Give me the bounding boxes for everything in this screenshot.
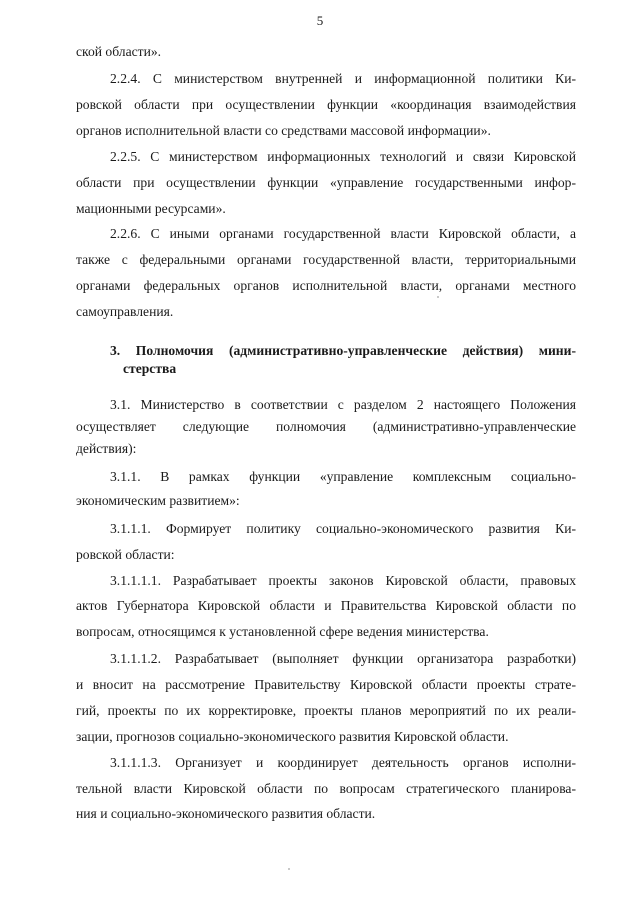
text-line: области при осуществлении функции «управление государственными инфор- xyxy=(76,175,576,190)
text-line: также с федеральными органами государственной власти, территориальными xyxy=(76,252,576,267)
text-line: ровской области при осуществлении функции «координация взаимодействия xyxy=(76,97,576,112)
text-line: мационными ресурсами». xyxy=(76,201,226,216)
text-line: 3.1.1.1.1. Разрабатывает проекты законов Кировской области, правовых xyxy=(110,573,576,588)
text-line: ровской области: xyxy=(76,547,175,562)
text-line: 3.1.1. В рамках функции «управление комплексным социально- xyxy=(110,469,576,484)
text-line: 2.2.5. С министерством информационных технологий и связи Кировской xyxy=(110,149,576,164)
text-line: 3.1. Министерство в соответствии с разделом 2 настоящего Положения xyxy=(110,397,576,412)
section-heading: 3. Полномочия (административно-управленческие действия) мини- xyxy=(110,343,576,358)
text-line: гий, проекты по их корректировке, проекты планов мероприятий по их реали- xyxy=(76,703,576,718)
section-heading: стерства xyxy=(123,361,177,376)
text-line: зации, прогнозов социально-экономического развития Кировской области. xyxy=(76,729,509,744)
text-line: самоуправления. xyxy=(76,304,174,319)
text-line: 2.2.6. С иными органами государственной власти Кировской области, а xyxy=(110,226,576,241)
text-line: экономическим развитием»: xyxy=(76,493,240,508)
text-line: 3.1.1.1. Формирует политику социально-экономического развития Ки- xyxy=(110,521,576,536)
text-line: 3.1.1.1.2. Разрабатывает (выполняет функции организатора разработки) xyxy=(110,651,576,666)
text-line: актов Губернатора Кировской области и Правительства Кировской области по xyxy=(76,598,576,613)
text-line: 2.2.4. С министерством внутренней и информационной политики Ки- xyxy=(110,71,576,86)
text-line: органов исполнительной власти со средствами массовой информации». xyxy=(76,123,491,138)
text-line: органами федеральных органов исполнительной власти, органами местного xyxy=(76,278,576,293)
scan-speck xyxy=(288,868,290,870)
text-line: осуществляет следующие полномочия (административно-управленческие xyxy=(76,419,576,434)
text-line: действия): xyxy=(76,441,137,456)
text-line: ской области». xyxy=(76,44,162,59)
text-line: и вносит на рассмотрение Правительству Кировской области проекты страте- xyxy=(76,677,576,692)
scan-speck xyxy=(437,296,439,298)
text-line: тельной власти Кировской области по вопросам стратегического планирова- xyxy=(76,781,576,796)
text-line: вопросам, относящимся к установленной сфере ведения министерства. xyxy=(76,624,489,639)
text-line: 3.1.1.1.3. Организует и координирует деятельность органов исполни- xyxy=(110,755,576,770)
page-number: 5 xyxy=(316,13,324,28)
text-line: ния и социально-экономического развития области. xyxy=(76,806,376,821)
